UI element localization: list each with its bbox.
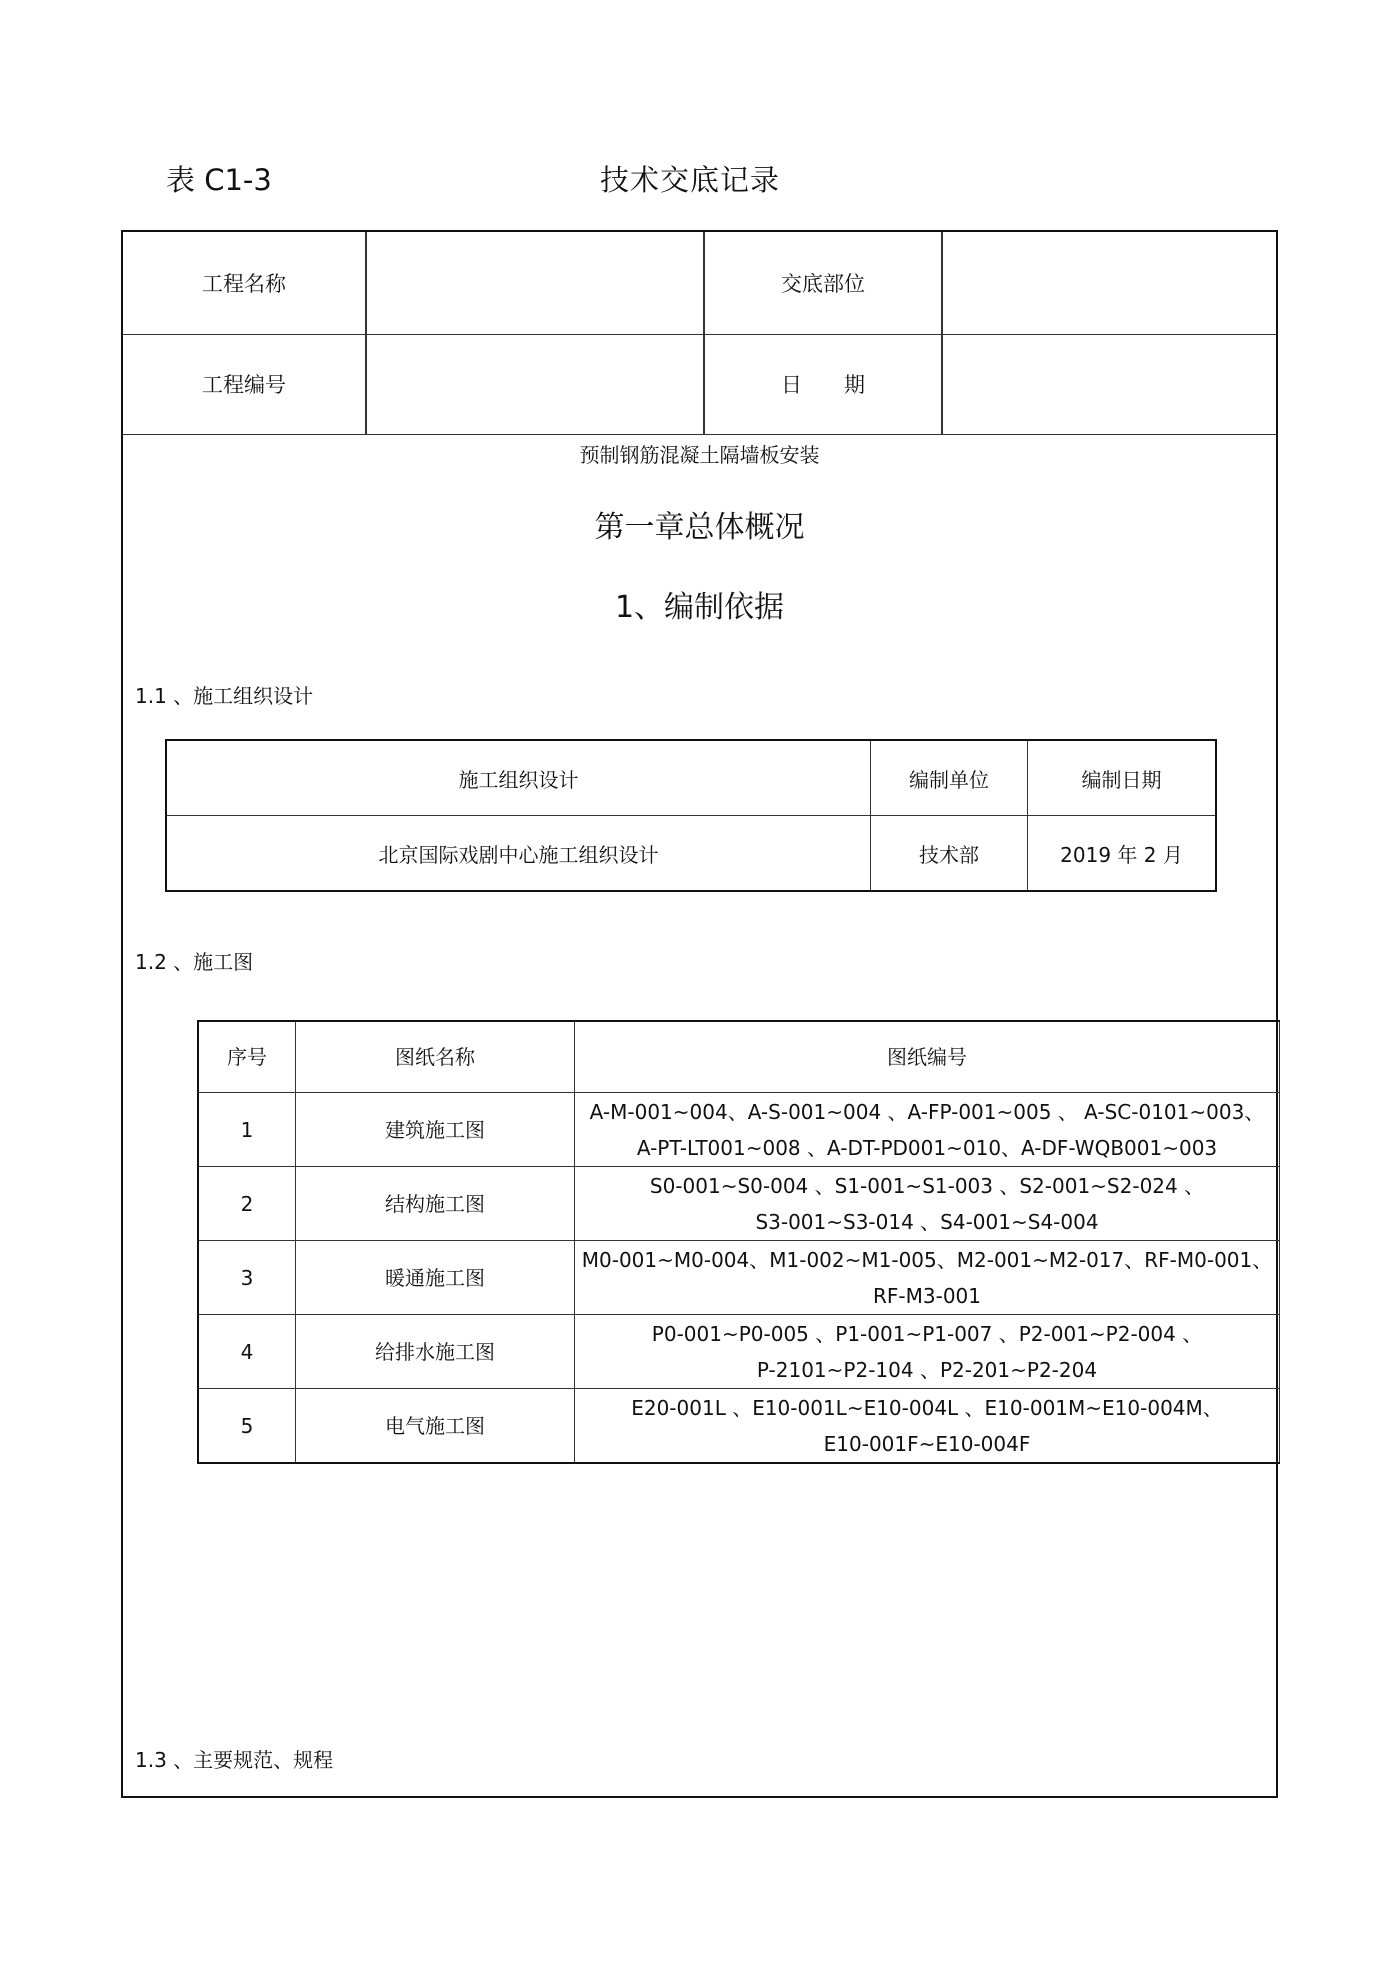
drawing-codes-line: E20-001L 、E10-001L~E10-004L 、E10-001M~E10-004M、 — [631, 1395, 1223, 1420]
table-row — [166, 816, 1216, 892]
table-cell: 给排水施工图 — [296, 1315, 575, 1389]
table-cell: 技术部 — [871, 816, 1028, 892]
table-cell — [575, 1167, 1280, 1241]
drawing-codes-line: P-2101~P2-104 、P2-201~P2-204 — [756, 1357, 1098, 1382]
table-header-cell: 编制日期 — [1028, 740, 1217, 816]
table-row — [198, 1167, 1280, 1241]
table-cell: 暖通施工图 — [296, 1241, 575, 1315]
org-design-table — [165, 739, 1217, 892]
project-name-label: 工程名称 — [202, 272, 286, 296]
drawing-codes-line: P0-001~P0-005 、P1-001~P1-007 、P2-001~P2-004 、 — [651, 1321, 1203, 1346]
table-cell: 2019 年 2 月 — [1028, 816, 1217, 892]
table-cell: 3 — [198, 1241, 296, 1315]
project-number-label: 工程编号 — [202, 373, 286, 397]
date-label: 日 期 — [781, 373, 865, 397]
table-header-cell: 图纸名称 — [296, 1021, 575, 1093]
subsection-1-3: 1.3 、主要规范、规程 — [135, 1748, 334, 1772]
table-header-row — [166, 740, 1216, 816]
table-cell: 1 — [198, 1093, 296, 1167]
subsection-1-1: 1.1 、施工组织设计 — [135, 684, 314, 708]
drawing-codes-line: E10-001F~E10-004F — [823, 1431, 1031, 1456]
divider — [941, 232, 943, 434]
table-row — [198, 1315, 1280, 1389]
table-row — [198, 1241, 1280, 1315]
divider — [365, 232, 367, 434]
chapter-heading: 第一章总体概况 — [594, 510, 805, 545]
table-cell — [575, 1241, 1280, 1315]
table-cell: 4 — [198, 1315, 296, 1389]
record-frame — [121, 230, 1278, 1798]
table-cell — [575, 1093, 1280, 1167]
subsection-1-2: 1.2 、施工图 — [135, 950, 254, 974]
drawing-codes-line: S3-001~S3-014 、S4-001~S4-004 — [755, 1209, 1099, 1234]
table-cell — [575, 1315, 1280, 1389]
table-header-cell: 图纸编号 — [575, 1021, 1280, 1093]
table-cell: 2 — [198, 1167, 296, 1241]
table-cell: 结构施工图 — [296, 1167, 575, 1241]
drawing-codes-line: S0-001~S0-004 、S1-001~S1-003 、S2-001~S2-024 、 — [649, 1173, 1205, 1198]
table-cell: 北京国际戏剧中心施工组织设计 — [166, 816, 871, 892]
table-header-cell: 序号 — [198, 1021, 296, 1093]
drawing-codes-line: A-M-001~004、A-S-001~004 、A-FP-001~005 、 A-SC-0101~003、 — [589, 1099, 1265, 1124]
drawing-codes-line: A-PT-LT001~008 、A-DT-PD001~010、A-DF-WQB001~003 — [636, 1135, 1218, 1160]
table-cell: 5 — [198, 1389, 296, 1464]
table-header-row — [198, 1021, 1280, 1093]
document-title: 技术交底记录 — [600, 163, 781, 197]
form-code: 表 C1-3 — [166, 163, 272, 197]
divider — [703, 232, 705, 434]
table-cell — [575, 1389, 1280, 1464]
section-heading: 1、编制依据 — [614, 590, 785, 625]
drawing-codes-line: M0-001~M0-004、M1-002~M1-005、M2-001~M2-017、RF-M0-001、 — [581, 1247, 1273, 1272]
table-header-cell: 编制单位 — [871, 740, 1028, 816]
table-row — [198, 1093, 1280, 1167]
table-cell: 电气施工图 — [296, 1389, 575, 1464]
drawing-codes-line: RF-M3-001 — [873, 1283, 981, 1308]
disclosure-subject: 预制钢筋混凝土隔墙板安装 — [579, 443, 820, 467]
drawings-table — [197, 1020, 1280, 1464]
table-cell: 建筑施工图 — [296, 1093, 575, 1167]
table-row — [198, 1389, 1280, 1464]
disclosure-part-label: 交底部位 — [781, 272, 865, 296]
table-header-cell: 施工组织设计 — [166, 740, 871, 816]
